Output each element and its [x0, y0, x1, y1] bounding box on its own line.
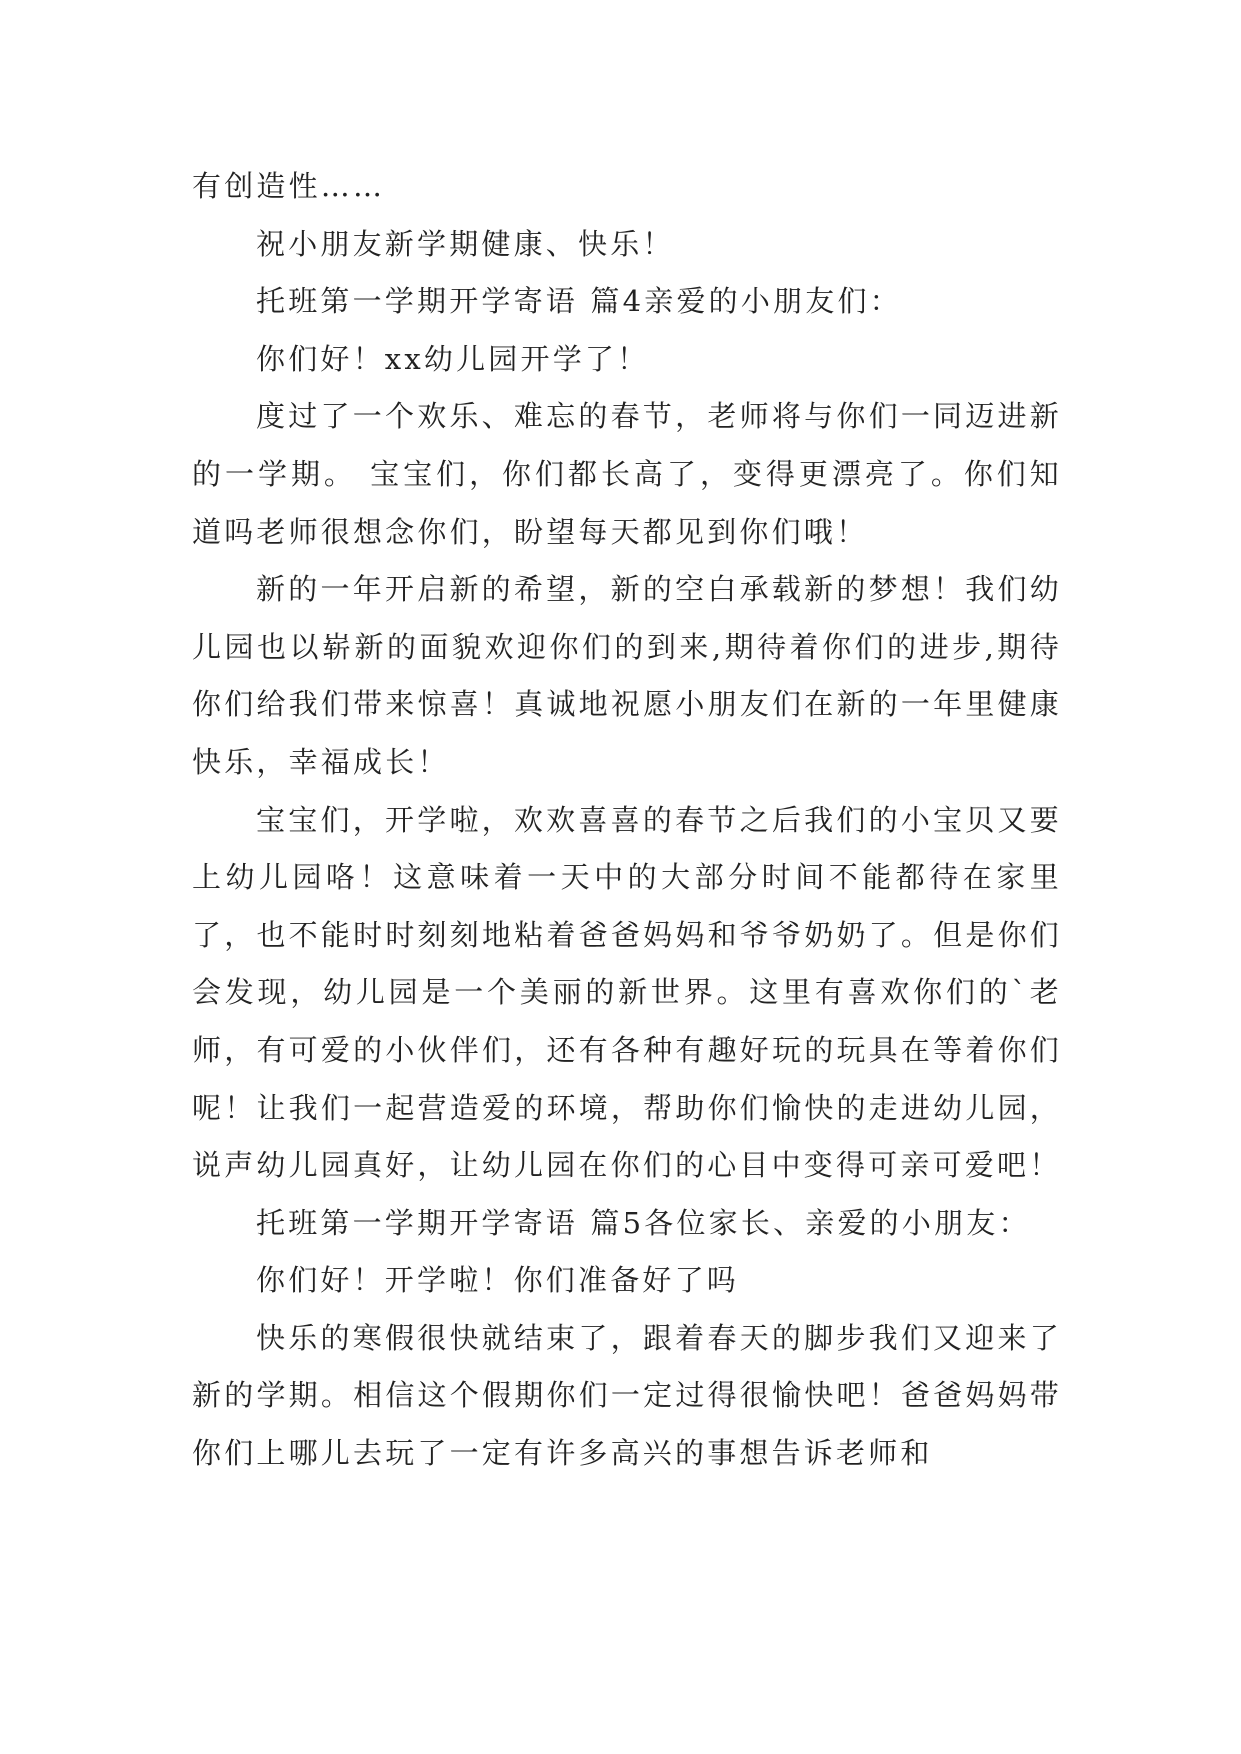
paragraph-7: 宝宝们，开学啦，欢欢喜喜的春节之后我们的小宝贝又要上幼儿园咯！这意味着一天中的大部分时间不能都待在家里了，也不能时时刻刻地粘着爸爸妈妈和爷爷奶奶了。但是你们会发现，幼儿园是一个美丽的新世界。这里有喜欢你们的`老师，有可爱的小伙伴们，还有各种有趣好玩的玩具在等着你们呢！让我们一起营造爱的环境，帮助你们愉快的走进幼儿园，说声幼儿园真好，让幼儿园在你们的心目中变得可亲可爱吧！	[192, 802, 1062, 1183]
paragraph-6: 新的一年开启新的希望，新的空白承载新的梦想！我们幼儿园也以崭新的面貌欢迎你们的到来,期待着你们的进步,期待你们给我们带来惊喜！真诚地祝愿小朋友们在新的一年里健康快乐，幸福成长！	[192, 572, 1062, 779]
paragraph-1: 有创造性……	[192, 169, 386, 203]
document-body	[192, 158, 1062, 1483]
paragraph-3-heading: 托班第一学期开学寄语 篇4亲爱的小朋友们：	[256, 284, 902, 319]
paragraph-4: 你们好！xx幼儿园开学了！	[256, 341, 650, 376]
paragraph-9: 你们好！开学啦！你们准备好了吗	[256, 1263, 740, 1298]
paragraph-2: 祝小朋友新学期健康、快乐！	[256, 226, 675, 261]
paragraph-8-heading: 托班第一学期开学寄语 篇5各位家长、亲爱的小朋友：	[256, 1205, 1031, 1240]
paragraph-10: 快乐的寒假很快就结束了，跟着春天的脚步我们又迎来了新的学期。相信这个假期你们一定过得很愉快吧！爸爸妈妈带你们上哪儿去玩了一定有许多高兴的事想告诉老师和	[192, 1320, 1062, 1471]
paragraph-5: 度过了一个欢乐、难忘的春节，老师将与你们一同迈进新的一学期。 宝宝们，你们都长高了，变得更漂亮了。你们知道吗老师很想念你们，盼望每天都见到你们哦！	[192, 399, 1062, 549]
